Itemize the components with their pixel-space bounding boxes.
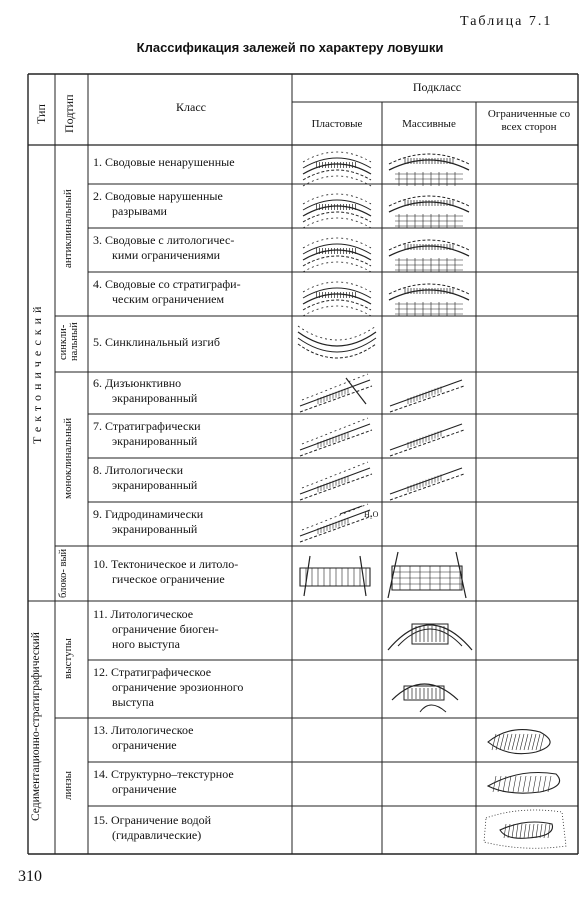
class-row-14-line-2: ограничение [112, 782, 177, 796]
class-row-11-line-1: 11. Литологическое [93, 606, 194, 621]
subclass-layered: Пластовые [311, 118, 363, 130]
class-row-5-line-1: 5. Синклинальный изгиб [93, 334, 220, 349]
class-row-15-line-2: (гидравлические) [112, 828, 202, 842]
class-row-11-line-3: ного выступа [112, 636, 180, 651]
class-row-4-line-1: 4. Сводовые со стратиграфи- [93, 277, 241, 291]
layered-trap-6-diagram [300, 380, 370, 406]
class-row-10-line-2: гическое ограничение [112, 572, 225, 586]
subclass-massive: Массивные [402, 118, 456, 130]
class-row-1-line-1: 1. Сводовые ненарушенные [93, 155, 235, 169]
class-row-3-line-1: 3. Сводовые с литологичес- [93, 233, 235, 247]
subclass-limited: Ограниченные со всех сторон [487, 108, 571, 133]
layered-trap-1-diagram [303, 164, 371, 174]
class-row-4-line-2: ческим ограничением [112, 292, 225, 306]
class-row-6-line-1: 6. Дизъюнктивно [93, 376, 182, 390]
layered-trap-5-diagram [298, 332, 376, 346]
table-number: Таблица 7.1 [460, 14, 553, 29]
page-number: 310 [18, 868, 42, 885]
limited-trap-14-diagram [488, 773, 560, 794]
class-row-13-line-1: 13. Литологическое [93, 723, 194, 737]
layered-trap-8-diagram [300, 468, 370, 494]
layered-trap-4-diagram [303, 294, 371, 304]
class-row-7-line-1: 7. Стратиграфически [93, 419, 201, 433]
layered-trap-3-diagram [303, 250, 371, 260]
class-row-9-line-1: 9. Гидродинамически [93, 507, 204, 521]
header-subclass: Подкласс [412, 80, 462, 94]
subtype-synclinal: синкли- нальный [58, 322, 80, 362]
subtype-protrusions: выступы [62, 638, 74, 680]
subtype-lenses: линзы [62, 771, 74, 801]
class-row-13-line-2: ограничение [112, 738, 177, 752]
layered-trap-2-diagram [303, 206, 371, 216]
type-sedimentary: Седиментационно-стратиграфический [30, 632, 42, 822]
subtype-anticlinal: антиклинальный [62, 189, 74, 269]
class-row-2-line-2: разрывами [112, 204, 167, 218]
class-row-2-line-1: 2. Сводовые нарушенные [93, 189, 223, 203]
class-row-12-line-3: выступа [112, 694, 154, 709]
header-class: Класс [176, 100, 206, 114]
class-row-10-line-1: 10. Тектоническое и литоло- [93, 557, 239, 571]
limited-trap-13-diagram [488, 730, 550, 754]
subtype-block: блоко- вый [58, 548, 69, 598]
class-row-8-line-1: 8. Литологически [93, 463, 184, 477]
class-row-12-line-1: 12. Стратиграфическое [93, 664, 212, 679]
layered-trap-10-diagram [300, 568, 370, 586]
class-row-11-line-2: ограничение биоген- [112, 621, 219, 636]
class-row-8-line-2: экранированный [112, 478, 198, 492]
header-subtype: Подтип [62, 94, 76, 134]
class-row-12-line-2: ограничение эрозионного [112, 679, 244, 694]
class-row-6-line-2: экранированный [112, 391, 198, 405]
class-row-3-line-2: кими ограничениями [112, 248, 221, 262]
layered-trap-7-diagram [300, 424, 370, 450]
class-row-9-line-2: экранированный [112, 522, 198, 536]
class-row-7-line-2: экранированный [112, 434, 198, 448]
layered-trap-9-diagram [300, 510, 370, 536]
subtype-monoclinal: моноклинальный [62, 417, 74, 499]
water-label: H₂O [364, 510, 379, 519]
type-tectonic: Тектонический [30, 301, 44, 444]
class-row-15-line-1: 15. Ограничение водой [93, 813, 212, 827]
table-title: Классификация залежей по характеру ловушки [136, 40, 444, 55]
class-row-14-line-1: 14. Структурно–текстурное [93, 767, 234, 781]
header-type: Тип [34, 104, 48, 124]
